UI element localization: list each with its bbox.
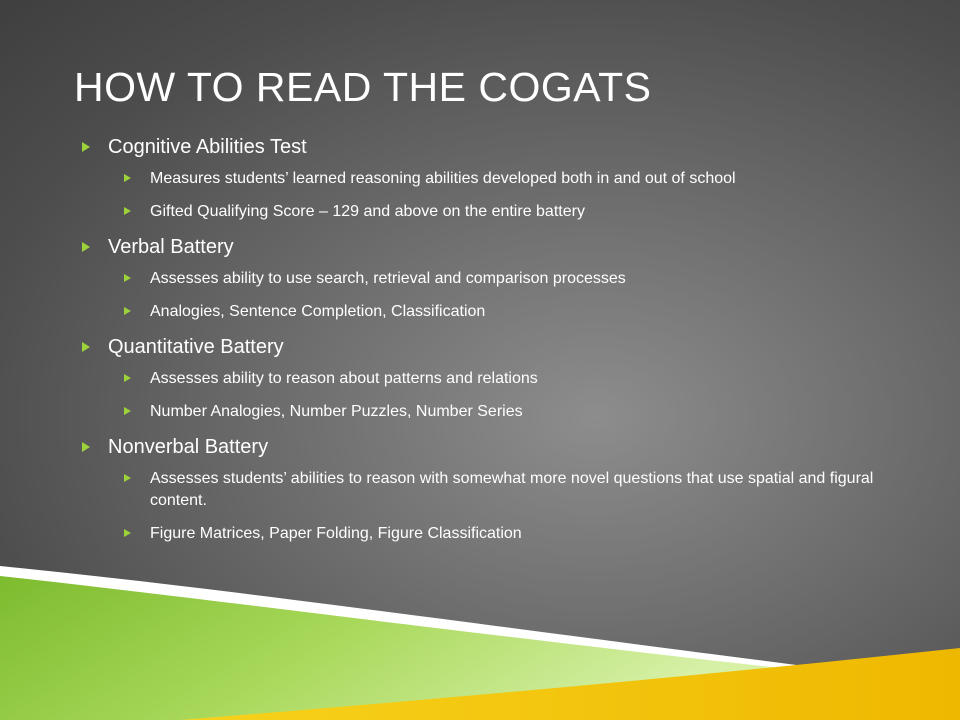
sub-bullet-text: Assesses ability to use search, retrieval and comparison processes [150, 270, 626, 287]
sub-bullet-text: Measures students’ learned reasoning abilities developed both in and out of school [150, 170, 736, 187]
section-verbal [82, 234, 902, 323]
sub-bullet-text: Figure Matrices, Paper Folding, Figure Classification [150, 525, 522, 542]
sub-bullet [124, 468, 902, 512]
bullet-heading-text: Verbal Battery [108, 236, 234, 258]
sub-bullet [124, 201, 902, 223]
bullet-heading-text: Cognitive Abilities Test [108, 136, 307, 158]
bullet-arrow-icon [124, 374, 131, 382]
white-swoosh-band [0, 566, 960, 720]
bullet-arrow-icon [82, 442, 90, 452]
bullet-heading [82, 434, 902, 460]
sub-bullet-text: Assesses students’ abilities to reason with somewhat more novel questions that use spatial and figural content. [150, 470, 874, 509]
bullet-heading-text: Quantitative Battery [108, 336, 284, 358]
sub-bullet [124, 523, 902, 545]
bullet-arrow-icon [124, 307, 131, 315]
bullet-heading [82, 234, 902, 260]
sub-bullet [124, 301, 902, 323]
bullet-arrow-icon [124, 529, 131, 537]
sub-bullet [124, 368, 902, 390]
bullet-arrow-icon [124, 407, 131, 415]
bullet-arrow-icon [82, 342, 90, 352]
bullet-arrow-icon [124, 274, 131, 282]
sub-bullet-text: Gifted Qualifying Score – 129 and above on the entire battery [150, 203, 585, 220]
sub-bullet [124, 268, 902, 290]
bullet-arrow-icon [82, 242, 90, 252]
green-swoosh-band [0, 576, 780, 720]
yellow-swoosh-band [180, 648, 960, 720]
section-quantitative [82, 334, 902, 423]
bullet-heading [82, 134, 902, 160]
section-cognitive [82, 134, 902, 223]
bullet-heading [82, 334, 902, 360]
slide-title: HOW TO READ THE COGATS [74, 64, 652, 110]
sub-bullet-text: Number Analogies, Number Puzzles, Number Series [150, 403, 523, 420]
bullet-arrow-icon [124, 474, 131, 482]
section-nonverbal [82, 434, 902, 545]
bullet-heading-text: Nonverbal Battery [108, 436, 269, 458]
bullet-list [82, 134, 902, 556]
sub-bullet [124, 168, 902, 190]
bullet-arrow-icon [82, 142, 90, 152]
bullet-arrow-icon [124, 174, 131, 182]
sub-bullet-text: Assesses ability to reason about patterns and relations [150, 370, 538, 387]
bullet-arrow-icon [124, 207, 131, 215]
sub-bullet-text: Analogies, Sentence Completion, Classification [150, 303, 486, 320]
sub-bullet [124, 401, 902, 423]
